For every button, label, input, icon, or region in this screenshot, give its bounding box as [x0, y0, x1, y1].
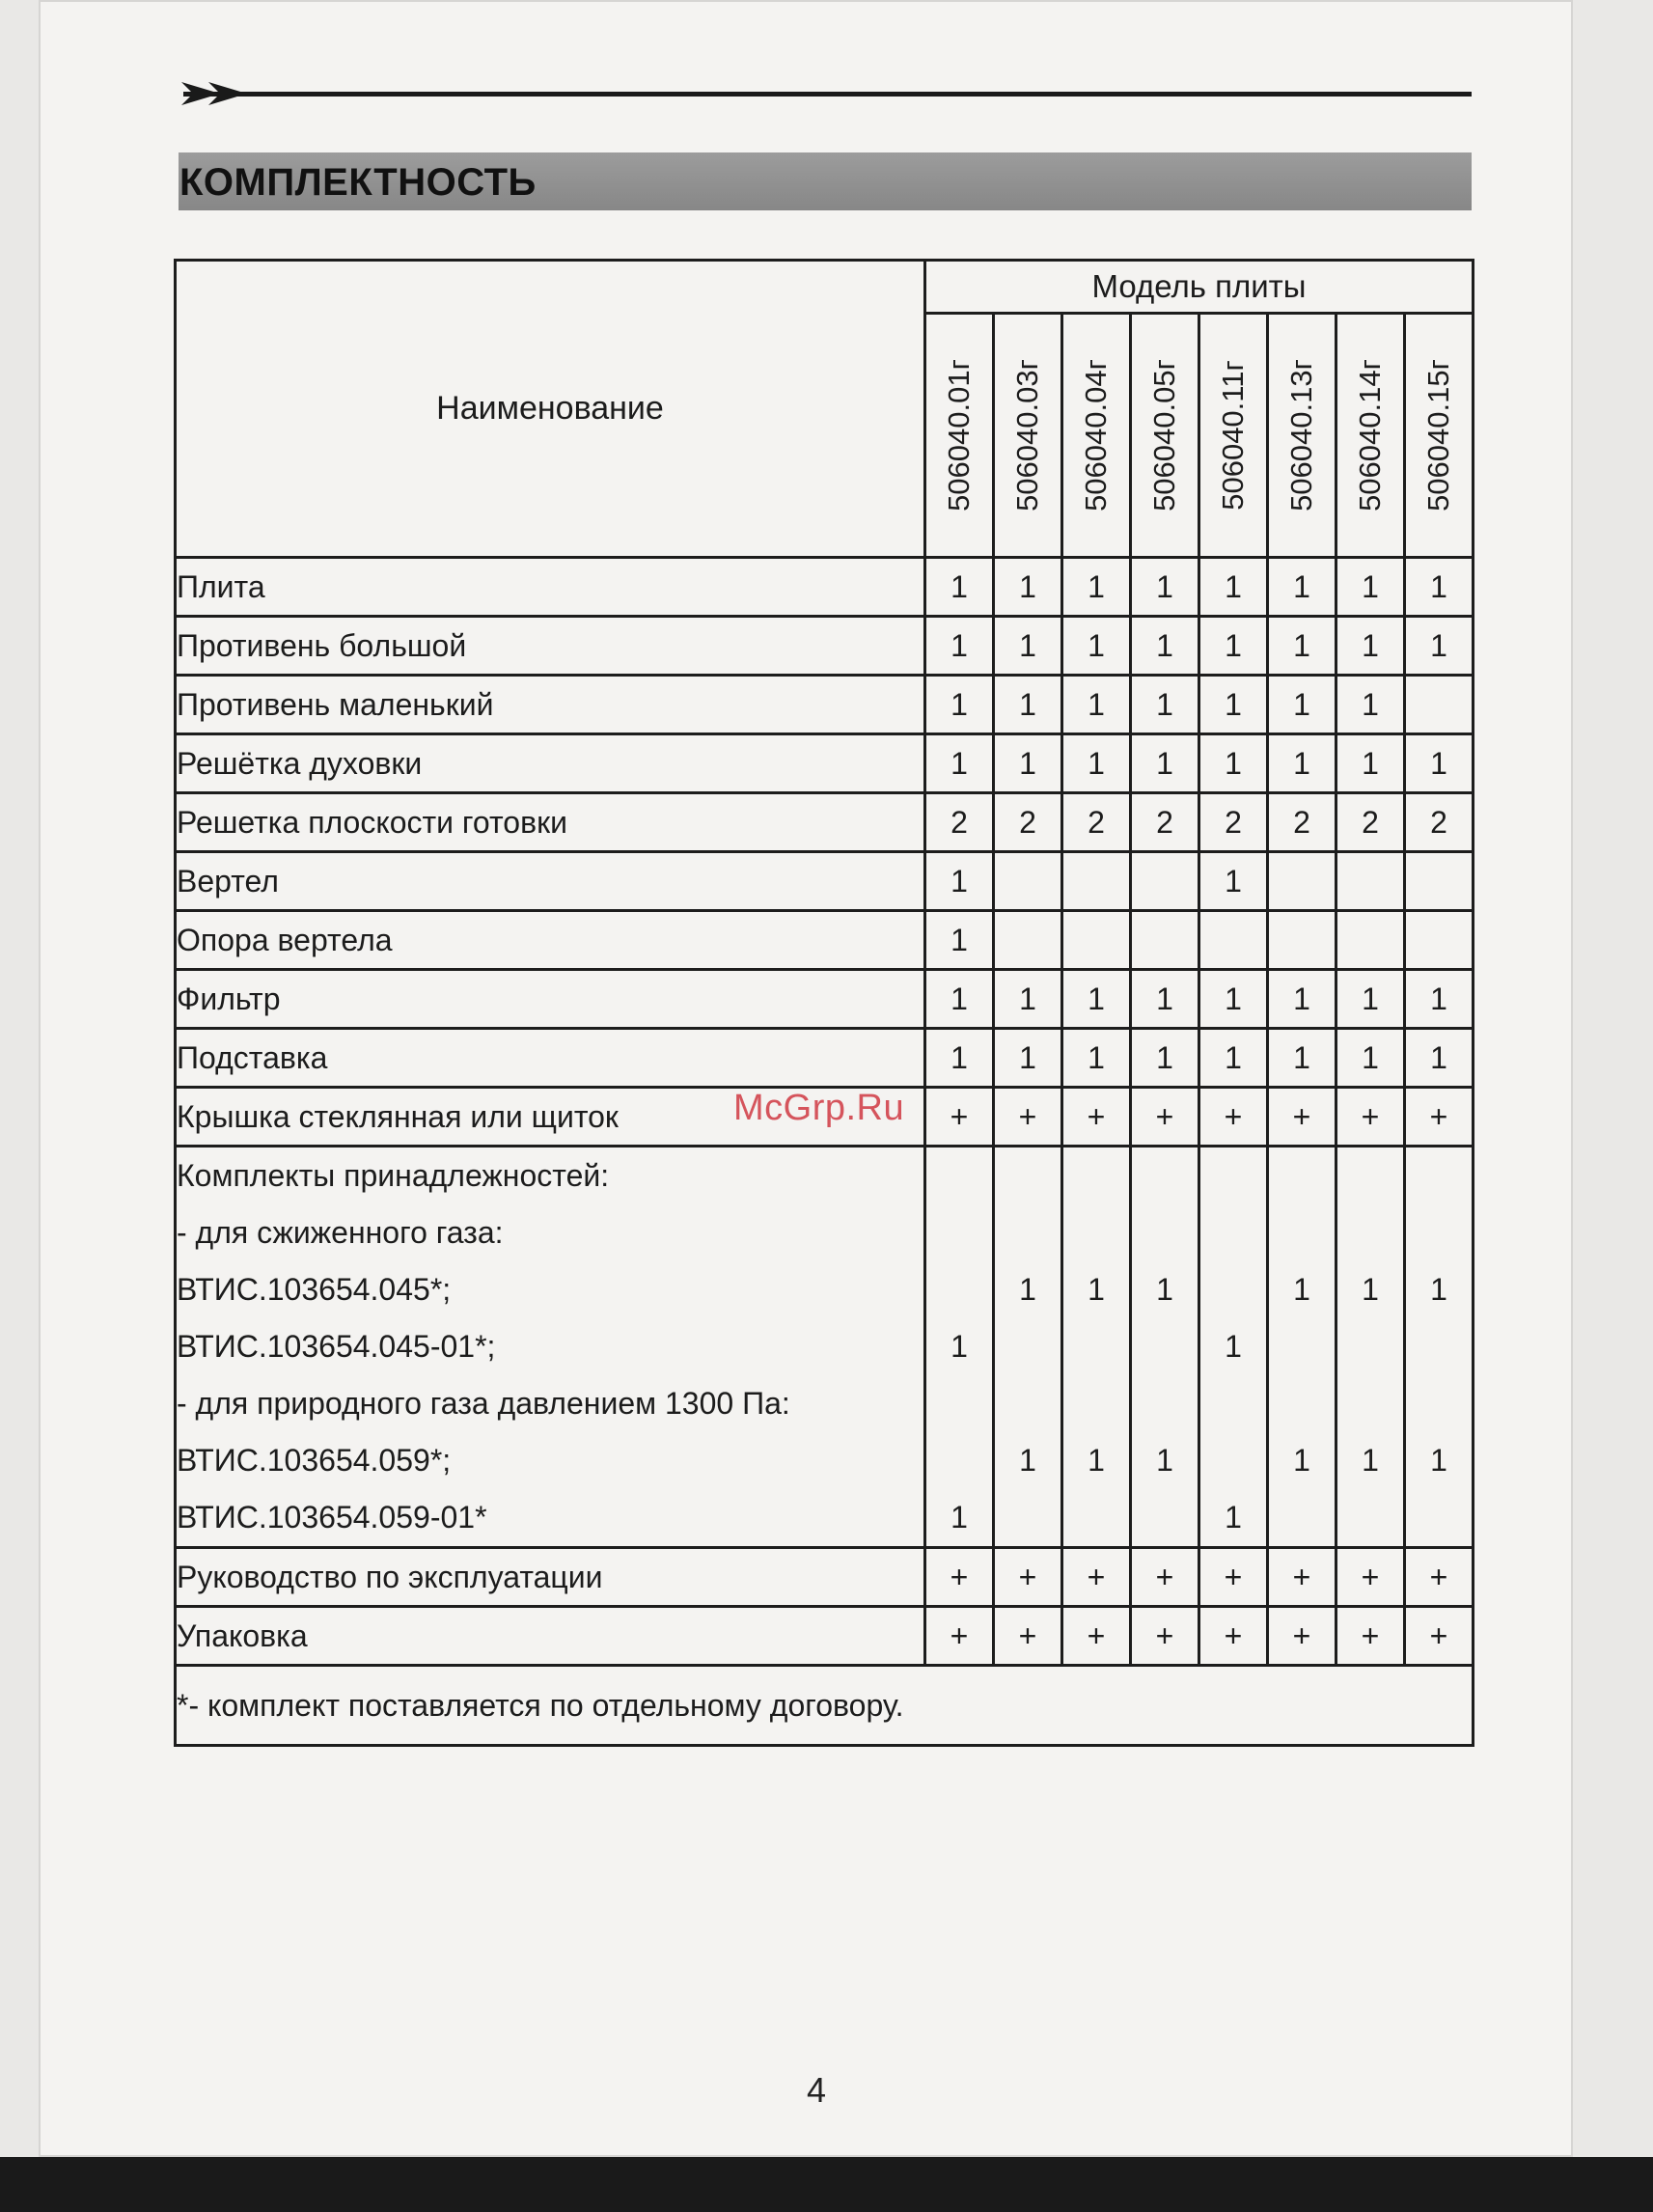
quantity-cell: 1 [1131, 734, 1199, 793]
table-row [176, 852, 1474, 911]
quantity-cell [925, 1204, 994, 1261]
table-row [176, 1318, 1474, 1375]
item-name: ВТИС.103654.059*; [176, 1432, 925, 1489]
quantity-cell: 1 [1268, 1261, 1336, 1318]
table-row [176, 1375, 1474, 1432]
quantity-cell: + [1268, 1088, 1336, 1147]
quantity-cell [925, 1432, 994, 1489]
model-label: 506040.11г [1216, 360, 1250, 511]
quantity-cell [1268, 1375, 1336, 1432]
quantity-cell: 1 [1405, 1029, 1474, 1088]
quantity-cell: + [925, 1607, 994, 1666]
quantity-cell: + [1131, 1548, 1199, 1607]
quantity-cell [1336, 1318, 1405, 1375]
model-label: 506040.15г [1421, 359, 1455, 512]
item-name: Вертел [176, 852, 925, 911]
name-column-header: Наименование [176, 261, 925, 558]
quantity-cell: 1 [1268, 734, 1336, 793]
quantity-cell: + [1199, 1548, 1268, 1607]
item-name: Фильтр [176, 970, 925, 1029]
item-name: Противень большой [176, 617, 925, 676]
quantity-cell [1268, 852, 1336, 911]
quantity-cell: 1 [1062, 676, 1131, 734]
quantity-cell: 1 [1336, 558, 1405, 617]
quantity-cell [1268, 1318, 1336, 1375]
quantity-cell [1062, 911, 1131, 970]
quantity-cell [1405, 1147, 1474, 1205]
table-row [176, 970, 1474, 1029]
quantity-cell [1131, 1489, 1199, 1548]
quantity-cell: 1 [1405, 558, 1474, 617]
quantity-cell: 1 [1268, 558, 1336, 617]
quantity-cell [925, 1261, 994, 1318]
quantity-cell: 2 [1268, 793, 1336, 852]
quantity-cell: 1 [1199, 1318, 1268, 1375]
quantity-cell: + [1336, 1607, 1405, 1666]
quantity-cell [1405, 676, 1474, 734]
model-caption: Модель плиты [925, 261, 1474, 314]
quantity-cell [994, 1204, 1062, 1261]
quantity-cell [1405, 1318, 1474, 1375]
quantity-cell: 1 [1336, 1261, 1405, 1318]
footnote: *- комплект поставляется по отдельному договору. [176, 1666, 1474, 1746]
quantity-cell [1268, 1489, 1336, 1548]
quantity-cell: 1 [994, 970, 1062, 1029]
quantity-cell: 1 [1131, 676, 1199, 734]
item-name: Упаковка [176, 1607, 925, 1666]
quantity-cell [1405, 1489, 1474, 1548]
quantity-cell [1336, 911, 1405, 970]
quantity-cell: 1 [1131, 1432, 1199, 1489]
quantity-cell: 1 [1199, 676, 1268, 734]
item-name: Подставка [176, 1029, 925, 1088]
model-header [1268, 314, 1336, 558]
quantity-cell [1336, 1204, 1405, 1261]
quantity-cell [1336, 1489, 1405, 1548]
page-number: 4 [807, 2070, 827, 2110]
quantity-cell [1131, 1147, 1199, 1205]
quantity-cell: 1 [1131, 558, 1199, 617]
quantity-cell: + [994, 1088, 1062, 1147]
item-name: Плита [176, 558, 925, 617]
model-label: 506040.01г [942, 359, 976, 512]
model-header [1131, 314, 1199, 558]
quantity-cell [1131, 852, 1199, 911]
quantity-cell [1062, 1318, 1131, 1375]
table-row [176, 558, 1474, 617]
quantity-cell: 1 [1131, 617, 1199, 676]
quantity-cell [1062, 1375, 1131, 1432]
quantity-cell [1199, 1204, 1268, 1261]
quantity-cell: 2 [1131, 793, 1199, 852]
quantity-cell [1268, 1147, 1336, 1205]
quantity-cell: 1 [1405, 1432, 1474, 1489]
quantity-cell: + [1062, 1607, 1131, 1666]
quantity-cell: 1 [925, 1029, 994, 1088]
quantity-cell: 1 [1268, 676, 1336, 734]
quantity-cell: 1 [1336, 676, 1405, 734]
quantity-cell: + [1131, 1607, 1199, 1666]
quantity-cell [994, 911, 1062, 970]
quantity-cell: 1 [1336, 1029, 1405, 1088]
table-row [176, 1548, 1474, 1607]
quantity-cell: + [925, 1548, 994, 1607]
item-name: Опора вертела [176, 911, 925, 970]
header-rule [183, 92, 1472, 97]
quantity-cell: 1 [925, 1318, 994, 1375]
model-label: 506040.05г [1147, 359, 1181, 512]
quantity-cell [994, 1489, 1062, 1548]
table-row [176, 911, 1474, 970]
quantity-cell: 1 [1062, 734, 1131, 793]
quantity-cell: 1 [994, 617, 1062, 676]
quantity-cell: 1 [925, 852, 994, 911]
quantity-cell: + [925, 1088, 994, 1147]
quantity-cell: 1 [1405, 1261, 1474, 1318]
quantity-cell: 1 [1199, 734, 1268, 793]
quantity-cell: + [994, 1607, 1062, 1666]
quantity-cell: 1 [1336, 617, 1405, 676]
quantity-cell [1199, 1147, 1268, 1205]
quantity-cell: 1 [994, 558, 1062, 617]
quantity-cell: + [1405, 1548, 1474, 1607]
quantity-cell [925, 1147, 994, 1205]
quantity-cell [1199, 1261, 1268, 1318]
quantity-cell: 1 [925, 617, 994, 676]
quantity-cell: + [1336, 1548, 1405, 1607]
quantity-cell: + [1062, 1088, 1131, 1147]
quantity-cell: 1 [1062, 1261, 1131, 1318]
quantity-cell: 2 [1199, 793, 1268, 852]
quantity-cell: + [1268, 1548, 1336, 1607]
model-header [994, 314, 1062, 558]
item-name: Комплекты принадлежностей: [176, 1147, 925, 1205]
item-name: Крышка стеклянная или щиток [176, 1088, 925, 1147]
quantity-cell: 1 [925, 734, 994, 793]
item-name: ВТИС.103654.045-01*; [176, 1318, 925, 1375]
table-row [176, 676, 1474, 734]
quantity-cell: + [1405, 1607, 1474, 1666]
quantity-cell [1131, 1318, 1199, 1375]
quantity-cell [994, 1318, 1062, 1375]
quantity-cell [1336, 1147, 1405, 1205]
quantity-cell: 1 [1131, 970, 1199, 1029]
quantity-cell [1336, 1375, 1405, 1432]
quantity-cell: 1 [1062, 1432, 1131, 1489]
table-row [176, 1261, 1474, 1318]
quantity-cell [1062, 1147, 1131, 1205]
model-header [1405, 314, 1474, 558]
quantity-cell [1199, 1375, 1268, 1432]
quantity-cell: 1 [1336, 1432, 1405, 1489]
quantity-cell [1131, 911, 1199, 970]
table-row [176, 1489, 1474, 1548]
quantity-cell: 1 [1199, 1489, 1268, 1548]
quantity-cell [925, 1375, 994, 1432]
quantity-cell [1199, 911, 1268, 970]
scan-bottom-band [0, 2157, 1653, 2212]
quantity-cell [994, 852, 1062, 911]
table-row [176, 617, 1474, 676]
quantity-cell [1062, 852, 1131, 911]
quantity-cell: 1 [925, 558, 994, 617]
quantity-cell: 1 [1405, 617, 1474, 676]
quantity-cell: 1 [994, 1029, 1062, 1088]
quantity-cell: 2 [1336, 793, 1405, 852]
quantity-cell [1131, 1204, 1199, 1261]
quantity-cell: 1 [1131, 1029, 1199, 1088]
quantity-cell: + [1199, 1088, 1268, 1147]
quantity-cell [1405, 1204, 1474, 1261]
quantity-cell: 1 [1131, 1261, 1199, 1318]
item-name: Решетка плоскости готовки [176, 793, 925, 852]
quantity-cell: + [1405, 1088, 1474, 1147]
model-label: 506040.04г [1079, 359, 1113, 512]
komplekt-table [174, 259, 1474, 1747]
quantity-cell: 1 [925, 1489, 994, 1548]
quantity-cell: 1 [1199, 1029, 1268, 1088]
quantity-cell: 1 [1199, 558, 1268, 617]
model-header [1062, 314, 1131, 558]
quantity-cell: 1 [1199, 970, 1268, 1029]
quantity-cell: 1 [925, 970, 994, 1029]
quantity-cell: 1 [925, 911, 994, 970]
quantity-cell: 2 [925, 793, 994, 852]
quantity-cell: 2 [994, 793, 1062, 852]
item-name: Противень маленький [176, 676, 925, 734]
quantity-cell: 1 [1062, 970, 1131, 1029]
footnote-row [176, 1666, 1474, 1746]
quantity-cell: + [1062, 1548, 1131, 1607]
quantity-cell: 1 [925, 676, 994, 734]
quantity-cell: 1 [994, 676, 1062, 734]
table-row [176, 1607, 1474, 1666]
quantity-cell [1336, 852, 1405, 911]
model-label: 506040.14г [1353, 359, 1387, 512]
quantity-cell: 1 [1336, 734, 1405, 793]
quantity-cell: + [1268, 1607, 1336, 1666]
table-row [176, 1029, 1474, 1088]
model-header [1199, 314, 1268, 558]
quantity-cell [1062, 1204, 1131, 1261]
quantity-cell: 1 [1405, 734, 1474, 793]
table-row [176, 793, 1474, 852]
quantity-cell: 1 [1199, 852, 1268, 911]
quantity-cell: 1 [994, 734, 1062, 793]
item-name: ВТИС.103654.045*; [176, 1261, 925, 1318]
quantity-cell: 2 [1062, 793, 1131, 852]
table-row [176, 1204, 1474, 1261]
table-row [176, 1432, 1474, 1489]
quantity-cell [1062, 1489, 1131, 1548]
quantity-cell: 1 [994, 1432, 1062, 1489]
quantity-cell: 1 [1405, 970, 1474, 1029]
quantity-cell [994, 1375, 1062, 1432]
model-label: 506040.13г [1284, 359, 1318, 512]
quantity-cell: + [994, 1548, 1062, 1607]
watermark: McGrp.Ru [733, 1088, 905, 1128]
quantity-cell: 1 [1336, 970, 1405, 1029]
table-row [176, 734, 1474, 793]
model-label: 506040.03г [1010, 359, 1044, 512]
item-name: ВТИС.103654.059-01* [176, 1489, 925, 1548]
item-name: - для сжиженного газа: [176, 1204, 925, 1261]
quantity-cell [1268, 1204, 1336, 1261]
quantity-cell: 1 [1199, 617, 1268, 676]
section-title: КОМПЛЕКТНОСТЬ [179, 161, 537, 204]
quantity-cell [1131, 1375, 1199, 1432]
quantity-cell: 1 [994, 1261, 1062, 1318]
quantity-cell: 1 [1268, 617, 1336, 676]
quantity-cell: + [1336, 1088, 1405, 1147]
item-name: Решётка духовки [176, 734, 925, 793]
quantity-cell: 1 [1268, 970, 1336, 1029]
model-header [1336, 314, 1405, 558]
item-name: Руководство по эксплуатации [176, 1548, 925, 1607]
table-row [176, 1147, 1474, 1205]
quantity-cell [1405, 1375, 1474, 1432]
quantity-cell: + [1199, 1607, 1268, 1666]
quantity-cell: 1 [1268, 1432, 1336, 1489]
item-name: - для природного газа давлением 1300 Па: [176, 1375, 925, 1432]
quantity-cell: 2 [1405, 793, 1474, 852]
quantity-cell: + [1131, 1088, 1199, 1147]
quantity-cell: 1 [1268, 1029, 1336, 1088]
quantity-cell: 1 [1062, 617, 1131, 676]
quantity-cell [1405, 852, 1474, 911]
model-header [925, 314, 994, 558]
quantity-cell [994, 1147, 1062, 1205]
quantity-cell [1268, 911, 1336, 970]
quantity-cell [1199, 1432, 1268, 1489]
quantity-cell: 1 [1062, 1029, 1131, 1088]
quantity-cell [1405, 911, 1474, 970]
quantity-cell: 1 [1062, 558, 1131, 617]
